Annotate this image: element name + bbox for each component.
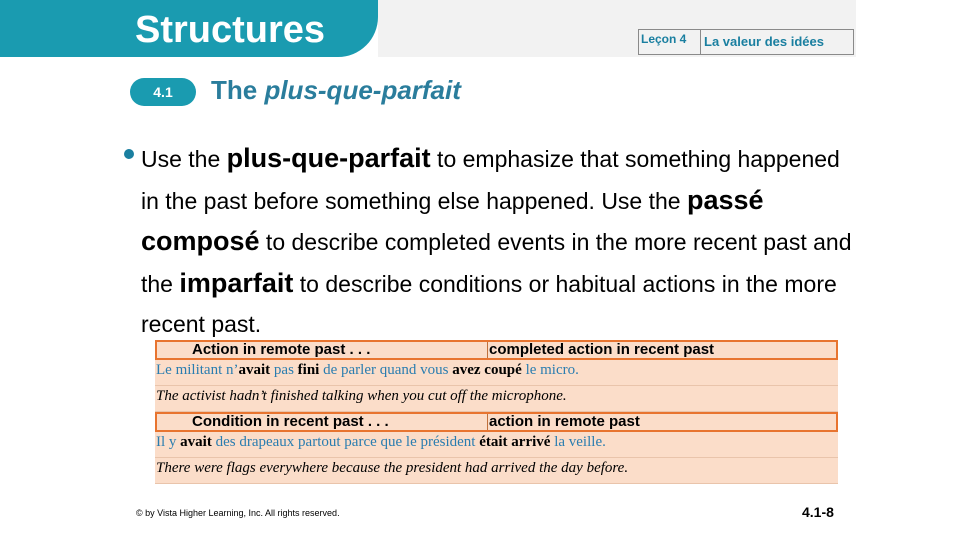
sentence-fragment: le micro. xyxy=(521,362,579,378)
english-translation: There were flags everywhere because the president had arrived the day before. xyxy=(155,458,838,484)
bullet-keyword-plusqueparfait: plus-que-parfait xyxy=(226,143,431,173)
sentence-fragment: Il y xyxy=(156,434,181,450)
lesson-number: Leçon 4 xyxy=(639,30,701,54)
verb-highlight: fini xyxy=(297,362,320,378)
verb-highlight: était arrivé xyxy=(479,434,551,450)
header-banner xyxy=(0,0,378,57)
bullet-keyword-passecompose: passé composé xyxy=(141,184,764,256)
section-title-italic: plus-que-parfait xyxy=(264,75,461,105)
bullet-text-3: to describe completed events in the more recent past and the xyxy=(141,229,852,297)
french-example xyxy=(155,360,838,386)
table-header-row xyxy=(155,412,838,432)
section-title xyxy=(211,75,461,106)
section-number-badge: 4.1 xyxy=(130,78,196,106)
sentence-fragment: pas xyxy=(270,362,298,378)
example-table-2 xyxy=(155,412,838,484)
header-title: Structures xyxy=(135,9,326,51)
sentence-fragment: Le militant n’ xyxy=(156,362,239,378)
section-title-prefix: The xyxy=(211,75,265,105)
sentence-fragment: de parler quand vous xyxy=(319,362,453,378)
page-number: 4.1-8 xyxy=(802,504,834,520)
lesson-title: La valeur des idées xyxy=(704,34,824,49)
verb-highlight: avait xyxy=(238,362,271,378)
french-example xyxy=(155,432,838,458)
english-translation: The activist hadn’t finished talking when you cut off the microphone. xyxy=(155,386,838,412)
table-header-cell: Condition in recent past . . . xyxy=(157,414,488,430)
table-header-cell: Action in remote past . . . xyxy=(157,342,488,358)
verb-highlight: avait xyxy=(180,434,212,450)
table-header-row xyxy=(155,340,838,360)
table-header-cell: completed action in recent past xyxy=(489,341,715,358)
bullet-text-4: to describe conditions or habitual actions in the more recent past. xyxy=(141,270,837,337)
copyright-notice: © by Vista Higher Learning, Inc. All rights reserved. xyxy=(136,508,340,518)
bullet-icon xyxy=(124,149,134,159)
bullet-keyword-imparfait: imparfait xyxy=(179,267,294,298)
sentence-fragment: des drapeaux partout parce que le président xyxy=(211,434,480,450)
verb-highlight: avez coupé xyxy=(452,362,522,378)
bullet-text-1: Use the xyxy=(141,146,227,172)
bullet-paragraph xyxy=(141,138,853,345)
bullet-text-2: to emphasize that something happened in the past before something else happened. Use the xyxy=(141,146,840,214)
lesson-label xyxy=(638,29,854,55)
sentence-fragment: la veille. xyxy=(550,434,606,450)
table-header-cell: action in remote past xyxy=(489,413,640,430)
example-table-1 xyxy=(155,340,838,412)
